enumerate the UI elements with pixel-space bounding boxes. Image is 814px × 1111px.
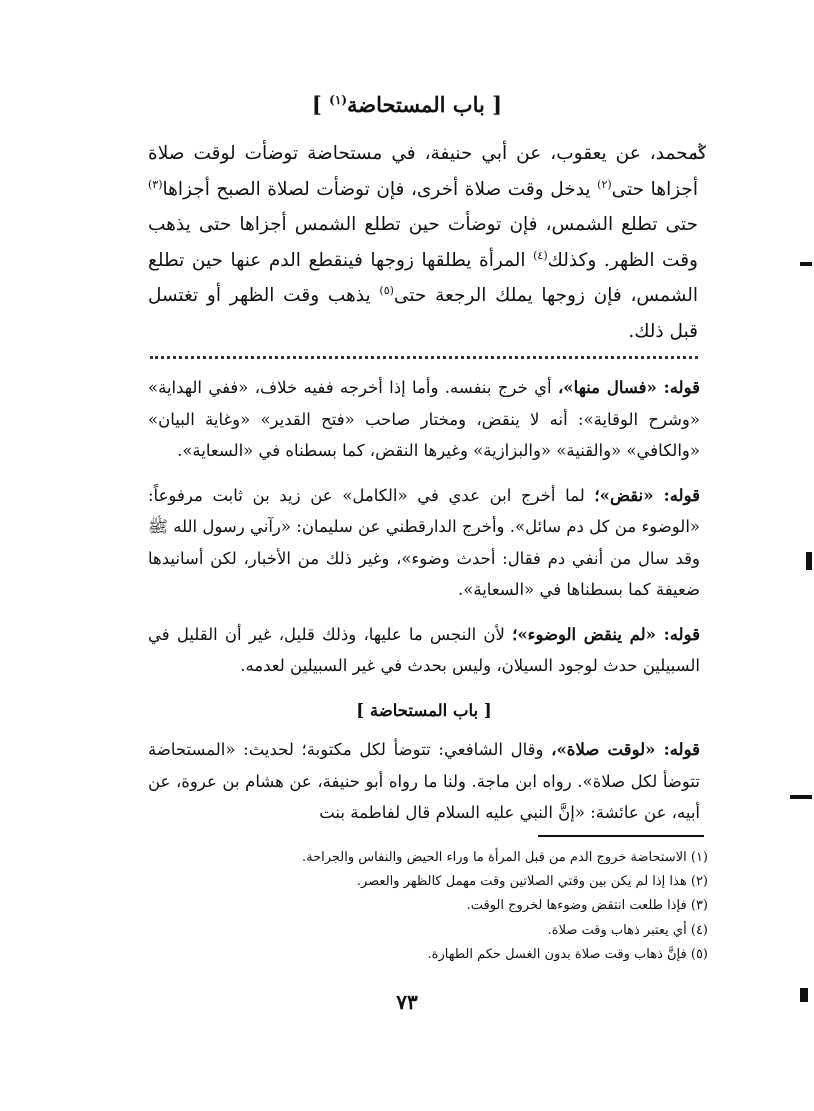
scan-edge-mark-1 (800, 262, 812, 266)
commentary-lead-3: قوله: «لم ينقض الوضوء»؛ (512, 624, 700, 644)
commentary-text-2: لما أخرج ابن عدي في «الكامل» عن زيد بن ثابت مرفوعاً: «الوضوء من كل دم سائل». وأخرج الدارقطني عن سليمان: «رآني رسول الله ﷺ وقد سال من أنفي دم فقال: أحدث وضوء»، وغير ذلك من الأخبار، لكن أسانيدها ضعيفة كما بسطناها في «السعاية». (148, 485, 700, 599)
dotted-separator (150, 356, 698, 359)
commentary-block (148, 372, 700, 842)
footnote-rule (538, 835, 704, 837)
footnote-4: (٤) أي يعتبر ذهاب وقت صلاة. (547, 922, 708, 938)
scan-edge-mark-4 (800, 988, 808, 1002)
commentary-paragraph-3 (148, 619, 700, 682)
margin-mark-icon: ݣ (694, 140, 706, 164)
footnote-5: (٥) فإنَّ ذهاب وقت صلاة بدون الغسل حكم الطهارة. (427, 946, 708, 962)
chapter-title (0, 92, 814, 117)
commentary-paragraph-4 (148, 734, 700, 829)
footnote-ref-5: (٥) (379, 284, 394, 298)
main-text-part-4: المرأة يطلقها زوجها فينقطع الدم عنها حين تطلع الشمس، فإن زوجها يملك الرجعة حتى (148, 249, 698, 307)
commentary-lead-4: قوله: «لوقت صلاة»، (551, 740, 700, 759)
page-number: ٧٣ (396, 990, 418, 1014)
main-text-part-5: يذهب وقت الظهر أو تغتسل قبل ذلك. (148, 285, 698, 342)
main-text-part-3: حتى تطلع الشمس، فإن توضأت حين تطلع الشمس أجزاها حتى يذهب وقت الظهر. وكذلك (148, 214, 698, 271)
commentary-text-3: لأن النجس ما عليها، وذلك قليل، غير أن القليل في السبيلين حدث لوجود السيلان، وليس بحدث في غير السبيلين لعدمه. (148, 624, 700, 675)
commentary-lead-1: قوله: «فسال منها»، (557, 378, 700, 397)
commentary-text-1: أي خرج بنفسه. وأما إذا أخرجه ففيه خلاف، «ففي الهداية» «وشرح الوقاية»: أنه لا ينقض، ومختار صاحب «فتح القدير» «وغاية البيان» «والكافي» «والقنية» «والبزازية» وغيرها النقض، كما بسطناه في «السعاية». (148, 378, 700, 460)
footnote-1: (١) الاستحاضة خروج الدم من قبل المرأة ما وراء الحيض والنفاس والجراحة. (301, 850, 708, 865)
footnote-ref-3: (٣) (148, 177, 163, 191)
scan-edge-mark-3 (790, 795, 812, 799)
footnote-2: (٢) هذا إذا لم يكن بين وقتي الصلاتين وقت مهمل كالظهر والعصر. (356, 874, 708, 890)
commentary-paragraph-2 (148, 480, 700, 606)
footnote-ref-4: (٤) (533, 248, 548, 262)
chapter-title-footnote-ref: (١) (329, 93, 347, 107)
commentary-paragraph-1 (148, 372, 700, 467)
main-text-block (148, 136, 698, 350)
commentary-lead-2: قوله: «نقض»؛ (594, 485, 700, 505)
main-text-part-2: يدخل وقت صلاة أخرى، فإن توضأت لصلاة الصبح أجزاها (162, 178, 598, 200)
footnote-3: (٣) فإذا طلعت انتقض وضوءها لخروج الوقت. (466, 898, 708, 914)
footnote-ref-2: (٢) (597, 177, 612, 191)
footnotes-block (260, 846, 708, 967)
commentary-text-4: وقال الشافعي: تتوضأ لكل مكتوبة؛ لحديث: «المستحاضة تتوضأ لكل صلاة». رواه ابن ماجة. ولنا ما رواه أبو حنيفة، عن هشام بن عروة، عن أبيه، عن عائشة: «إنَّ النبي عليه السلام قال لفاطمة بنت (148, 740, 700, 822)
chapter-title-bracket: ] (311, 92, 330, 117)
commentary-sub-heading: [ باب المستحاضة ] (356, 700, 492, 720)
chapter-title-text: [ باب المستحاضة (347, 92, 503, 117)
scan-edge-mark-2 (806, 552, 812, 570)
main-text-part-1: محمد، عن يعقوب، عن أبي حنيفة، في مستحاضة توضأت لوقت صلاة أجزاها حتى (148, 143, 698, 200)
